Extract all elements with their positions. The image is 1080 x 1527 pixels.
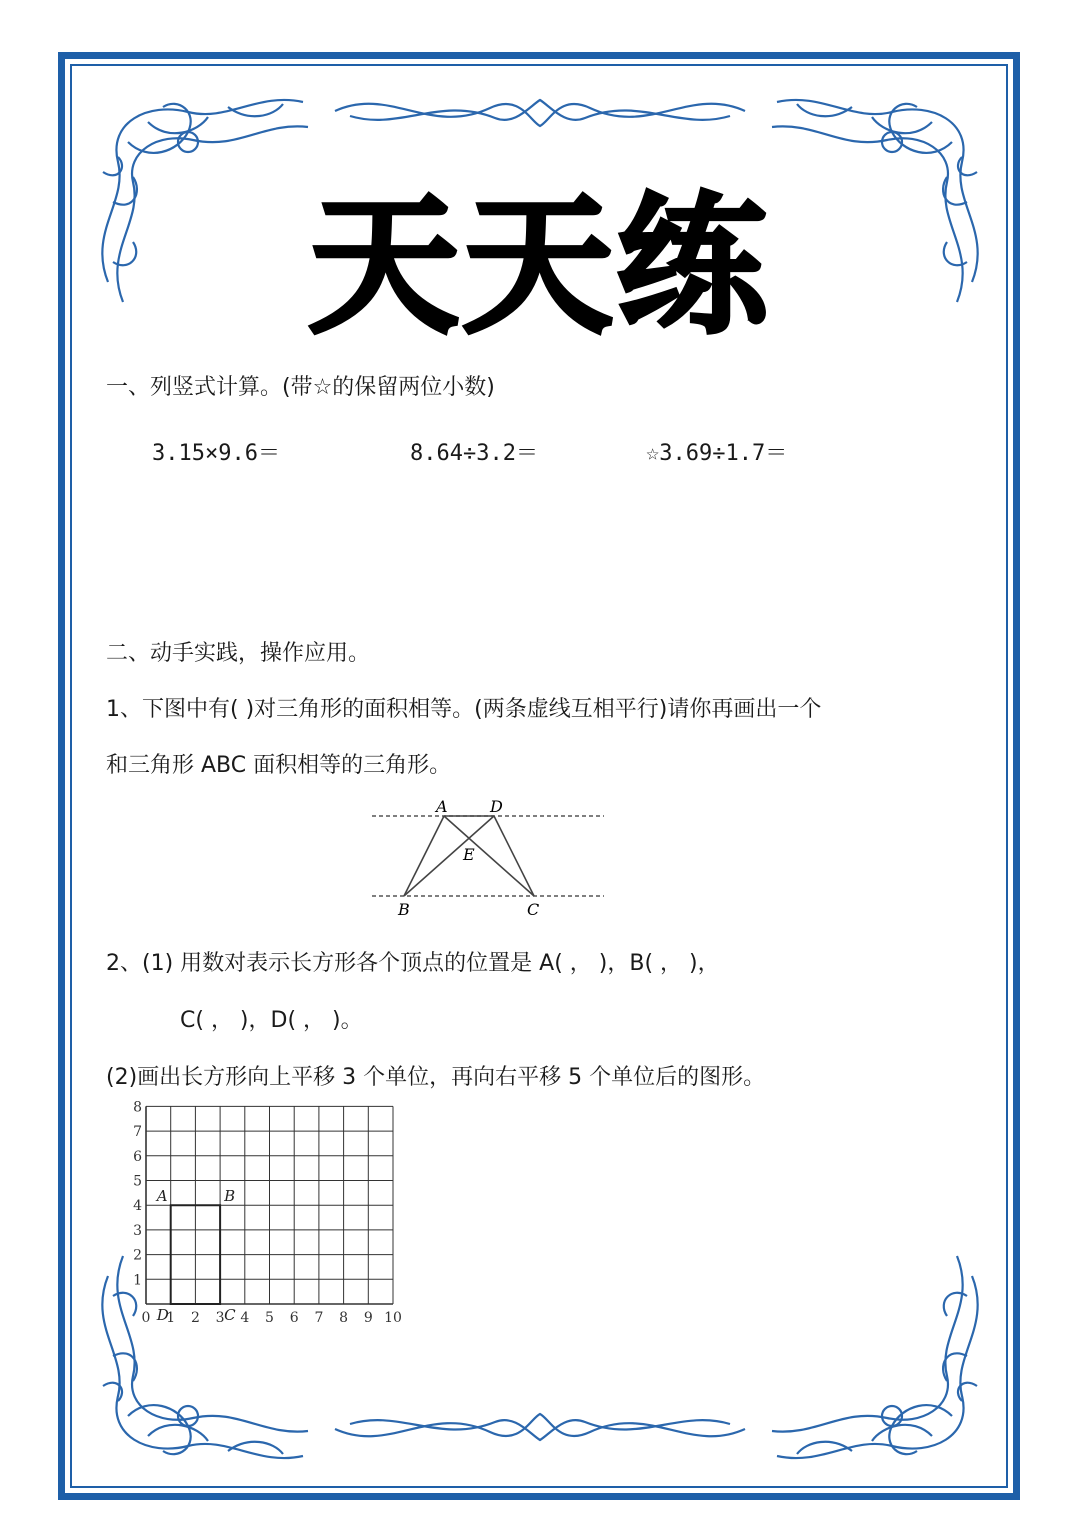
x-tick-label: 6 <box>289 1310 299 1326</box>
segment-AB <box>404 816 444 896</box>
y-tick-label: 3 <box>133 1222 142 1239</box>
label-C: C <box>527 900 540 919</box>
x-tick-label: 1 <box>166 1310 176 1326</box>
rect-label-A: A <box>156 1187 168 1206</box>
rect-label-D: D <box>156 1306 169 1324</box>
y-tick-label: 7 <box>133 1124 142 1141</box>
y-tick-label: 1 <box>133 1272 142 1289</box>
y-tick-label: 6 <box>133 1148 142 1165</box>
calc-problem-3: ☆3.69÷1.7＝ <box>646 441 788 466</box>
label-E: E <box>463 845 475 864</box>
segment-DB <box>404 816 494 896</box>
x-tick-label: 2 <box>190 1310 200 1326</box>
x-tick-label: 9 <box>363 1310 373 1326</box>
calc-problem-2: 8.64÷3.2＝ <box>410 441 538 466</box>
rect-label-B: B <box>224 1187 236 1206</box>
y-tick-label: 4 <box>133 1198 142 1215</box>
segment-DC <box>494 816 534 896</box>
y-tick-label: 2 <box>133 1247 142 1264</box>
x-tick-label: 0 <box>141 1310 151 1326</box>
x-tick-label: 5 <box>265 1310 274 1326</box>
coordinate-grid <box>126 1096 416 1328</box>
y-tick-label: 5 <box>133 1173 142 1190</box>
label-B: B <box>398 900 410 919</box>
x-tick-label: 10 <box>384 1310 402 1326</box>
triangle-figure <box>368 796 608 920</box>
section2-heading: 二、动手实践，操作应用。 <box>106 641 371 666</box>
bottom-center-ornament <box>330 1404 750 1454</box>
page-title: 天天练 <box>308 180 771 354</box>
x-tick-label: 7 <box>314 1310 324 1326</box>
x-tick-label: 3 <box>215 1310 225 1326</box>
segment-AC <box>444 816 534 896</box>
question2-line3: (2)画出长方形向上平移 3 个单位，再向右平移 5 个单位后的图形。 <box>106 1065 766 1090</box>
x-tick-label: 4 <box>240 1310 250 1326</box>
rect-label-C: C <box>224 1306 236 1324</box>
corner-ornament-bottom-right <box>762 1236 992 1476</box>
section1-heading: 一、列竖式计算。(带☆的保留两位小数) <box>106 375 495 400</box>
label-A: A <box>436 797 448 816</box>
question2-line1: 2、(1) 用数对表示长方形各个顶点的位置是 A( ， )，B( ， )， <box>106 951 720 976</box>
label-D: D <box>490 797 503 816</box>
top-center-ornament <box>330 86 750 136</box>
y-tick-label: 8 <box>133 1099 142 1116</box>
question1-line1: 1、下图中有( )对三角形的面积相等。(两条虚线互相平行)请你再画出一个 <box>106 697 822 722</box>
x-tick-label: 8 <box>339 1310 349 1326</box>
calc-problem-1: 3.15×9.6＝ <box>152 441 280 466</box>
question2-line2: C( ， )，D( ， )。 <box>180 1008 363 1033</box>
question1-line2: 和三角形 ABC 面积相等的三角形。 <box>106 753 452 778</box>
